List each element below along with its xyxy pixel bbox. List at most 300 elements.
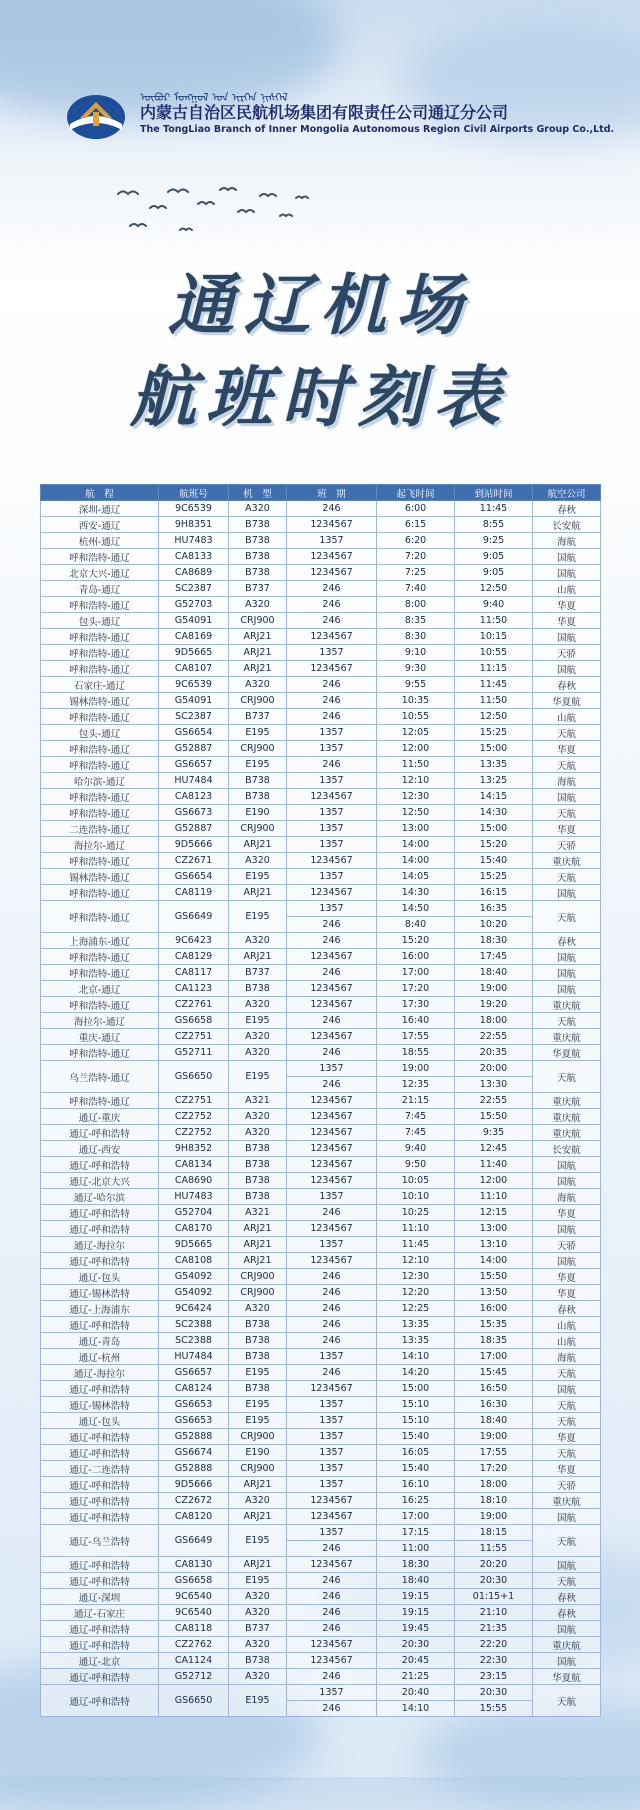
flight-number-cell: SC2388 bbox=[159, 1333, 229, 1349]
table-row bbox=[41, 1493, 601, 1509]
aircraft-cell: A320 bbox=[229, 1301, 287, 1317]
table-row bbox=[41, 1621, 601, 1637]
route-cell: 通辽-呼和浩特 bbox=[41, 1685, 159, 1717]
arrival-cell: 12:00 bbox=[455, 1173, 533, 1189]
flight-number-cell: 9D5665 bbox=[159, 1237, 229, 1253]
arrival-cell: 17:20 bbox=[455, 1461, 533, 1477]
arrival-cell: 15:50 bbox=[455, 1109, 533, 1125]
days-cell: 1357 bbox=[287, 1413, 377, 1429]
flight-number-cell: G54091 bbox=[159, 613, 229, 629]
aircraft-cell: B738 bbox=[229, 517, 287, 533]
departure-cell: 8:30 bbox=[377, 629, 455, 645]
departure-cell: 11:45 bbox=[377, 1237, 455, 1253]
arrival-cell: 17:55 bbox=[455, 1445, 533, 1461]
arrival-cell: 13:30 bbox=[455, 1077, 533, 1093]
airline-cell: 华夏航 bbox=[533, 693, 601, 709]
airline-cell: 华夏 bbox=[533, 821, 601, 837]
aircraft-cell: A320 bbox=[229, 1637, 287, 1653]
column-header-flight-number: 航班号 bbox=[159, 485, 229, 501]
days-cell: 1357 bbox=[287, 533, 377, 549]
aircraft-cell: E195 bbox=[229, 1061, 287, 1093]
airline-cell: 重庆航 bbox=[533, 1029, 601, 1045]
departure-cell: 15:40 bbox=[377, 1429, 455, 1445]
arrival-cell: 17:00 bbox=[455, 1349, 533, 1365]
route-cell: 通辽-二连浩特 bbox=[41, 1461, 159, 1477]
aircraft-cell: A320 bbox=[229, 597, 287, 613]
days-cell: 1357 bbox=[287, 1477, 377, 1493]
arrival-cell: 11:45 bbox=[455, 501, 533, 517]
airline-cell: 国航 bbox=[533, 981, 601, 997]
airline-cell: 国航 bbox=[533, 1173, 601, 1189]
flight-number-cell: HU7483 bbox=[159, 1189, 229, 1205]
arrival-cell: 22:20 bbox=[455, 1637, 533, 1653]
table-row bbox=[41, 613, 601, 629]
flying-birds-icon bbox=[110, 186, 330, 246]
departure-cell: 19:15 bbox=[377, 1605, 455, 1621]
arrival-cell: 9:40 bbox=[455, 597, 533, 613]
route-cell: 通辽-海拉尔 bbox=[41, 1365, 159, 1381]
table-row bbox=[41, 1589, 601, 1605]
airline-cell: 天骄 bbox=[533, 1237, 601, 1253]
departure-cell: 12:30 bbox=[377, 789, 455, 805]
flight-number-cell: HU7483 bbox=[159, 533, 229, 549]
days-cell: 1357 bbox=[287, 821, 377, 837]
arrival-cell: 11:55 bbox=[455, 1541, 533, 1557]
aircraft-cell: B738 bbox=[229, 1173, 287, 1189]
airline-cell: 春秋 bbox=[533, 1589, 601, 1605]
aircraft-cell: B737 bbox=[229, 965, 287, 981]
table-row bbox=[41, 821, 601, 837]
table-row bbox=[41, 677, 601, 693]
route-cell: 包头-通辽 bbox=[41, 725, 159, 741]
flight-number-cell: G54091 bbox=[159, 693, 229, 709]
organization-name-chinese: 内蒙古自治区民航机场集团有限责任公司通辽分公司 bbox=[140, 103, 509, 122]
departure-cell: 15:20 bbox=[377, 933, 455, 949]
days-cell: 246 bbox=[287, 1205, 377, 1221]
table-row bbox=[41, 1205, 601, 1221]
airline-cell: 重庆航 bbox=[533, 1125, 601, 1141]
arrival-cell: 15:40 bbox=[455, 853, 533, 869]
flight-rows bbox=[41, 501, 601, 1717]
days-cell: 1357 bbox=[287, 1189, 377, 1205]
route-cell: 通辽-呼和浩特 bbox=[41, 1317, 159, 1333]
airline-cell: 海航 bbox=[533, 1189, 601, 1205]
table-row bbox=[41, 1045, 601, 1061]
arrival-cell: 9:05 bbox=[455, 549, 533, 565]
aircraft-cell: ARJ21 bbox=[229, 1221, 287, 1237]
airline-cell: 华夏 bbox=[533, 1269, 601, 1285]
table-row bbox=[41, 1397, 601, 1413]
days-cell: 246 bbox=[287, 693, 377, 709]
table-row bbox=[41, 837, 601, 853]
aircraft-cell: E195 bbox=[229, 1685, 287, 1717]
flight-number-cell: 9C6424 bbox=[159, 1301, 229, 1317]
arrival-cell: 21:35 bbox=[455, 1621, 533, 1637]
aircraft-cell: B738 bbox=[229, 1317, 287, 1333]
flight-number-cell: CZ2672 bbox=[159, 1493, 229, 1509]
airline-cell: 国航 bbox=[533, 1509, 601, 1525]
flight-number-cell: CA8118 bbox=[159, 1621, 229, 1637]
route-cell: 通辽-呼和浩特 bbox=[41, 1669, 159, 1685]
table-row bbox=[41, 901, 601, 917]
arrival-cell: 18:15 bbox=[455, 1525, 533, 1541]
flight-number-cell: G54092 bbox=[159, 1285, 229, 1301]
route-cell: 哈尔滨-通辽 bbox=[41, 773, 159, 789]
departure-cell: 17:55 bbox=[377, 1029, 455, 1045]
flight-number-cell: CA8107 bbox=[159, 661, 229, 677]
days-cell: 246 bbox=[287, 501, 377, 517]
table-row bbox=[41, 1013, 601, 1029]
table-row bbox=[41, 1269, 601, 1285]
departure-cell: 12:30 bbox=[377, 1269, 455, 1285]
arrival-cell: 10:20 bbox=[455, 917, 533, 933]
column-header-days: 班 期 bbox=[287, 485, 377, 501]
departure-cell: 12:00 bbox=[377, 741, 455, 757]
days-cell: 246 bbox=[287, 613, 377, 629]
days-cell: 246 bbox=[287, 917, 377, 933]
route-cell: 包头-通辽 bbox=[41, 613, 159, 629]
route-cell: 通辽-呼和浩特 bbox=[41, 1253, 159, 1269]
route-cell: 呼和浩特-通辽 bbox=[41, 997, 159, 1013]
table-row bbox=[41, 1029, 601, 1045]
arrival-cell: 18:30 bbox=[455, 933, 533, 949]
table-row bbox=[41, 1349, 601, 1365]
column-header-route: 航 程 bbox=[41, 485, 159, 501]
route-cell: 通辽-呼和浩特 bbox=[41, 1429, 159, 1445]
airline-cell: 长安航 bbox=[533, 1141, 601, 1157]
aircraft-cell: B737 bbox=[229, 581, 287, 597]
arrival-cell: 13:50 bbox=[455, 1285, 533, 1301]
aircraft-cell: E195 bbox=[229, 1413, 287, 1429]
flight-number-cell: GS6649 bbox=[159, 1525, 229, 1557]
table-row bbox=[41, 725, 601, 741]
table-row bbox=[41, 1605, 601, 1621]
airline-cell: 重庆航 bbox=[533, 1093, 601, 1109]
title-schedule: 航班时刻表 bbox=[130, 359, 510, 436]
table-row bbox=[41, 1285, 601, 1301]
days-cell: 1234567 bbox=[287, 1029, 377, 1045]
departure-cell: 10:25 bbox=[377, 1205, 455, 1221]
departure-cell: 17:30 bbox=[377, 997, 455, 1013]
arrival-cell: 16:30 bbox=[455, 1397, 533, 1413]
arrival-cell: 10:15 bbox=[455, 629, 533, 645]
table-row bbox=[41, 1189, 601, 1205]
aircraft-cell: E190 bbox=[229, 805, 287, 821]
airline-cell: 国航 bbox=[533, 661, 601, 677]
arrival-cell: 11:45 bbox=[455, 677, 533, 693]
table-row bbox=[41, 1685, 601, 1701]
flight-number-cell: GS6658 bbox=[159, 1013, 229, 1029]
airline-cell: 山航 bbox=[533, 1333, 601, 1349]
arrival-cell: 18:00 bbox=[455, 1013, 533, 1029]
flight-number-cell: CZ2751 bbox=[159, 1093, 229, 1109]
arrival-cell: 19:00 bbox=[455, 981, 533, 997]
flight-number-cell: GS6674 bbox=[159, 1445, 229, 1461]
departure-cell: 7:45 bbox=[377, 1125, 455, 1141]
days-cell: 1357 bbox=[287, 901, 377, 917]
flight-number-cell: GS6657 bbox=[159, 1365, 229, 1381]
flight-number-cell: CA8108 bbox=[159, 1253, 229, 1269]
table-row bbox=[41, 805, 601, 821]
departure-cell: 12:25 bbox=[377, 1301, 455, 1317]
arrival-cell: 22:30 bbox=[455, 1653, 533, 1669]
route-cell: 通辽-青岛 bbox=[41, 1333, 159, 1349]
days-cell: 246 bbox=[287, 1077, 377, 1093]
aircraft-cell: B738 bbox=[229, 565, 287, 581]
flight-number-cell: HU7484 bbox=[159, 1349, 229, 1365]
departure-cell: 12:20 bbox=[377, 1285, 455, 1301]
flight-number-cell: CZ2752 bbox=[159, 1125, 229, 1141]
airline-cell: 华夏航 bbox=[533, 1669, 601, 1685]
arrival-cell: 15:50 bbox=[455, 1269, 533, 1285]
airline-cell: 华夏 bbox=[533, 597, 601, 613]
flight-number-cell: CA8133 bbox=[159, 549, 229, 565]
days-cell: 246 bbox=[287, 757, 377, 773]
airline-cell: 春秋 bbox=[533, 677, 601, 693]
airline-cell: 华夏 bbox=[533, 1461, 601, 1477]
route-cell: 二连浩特-通辽 bbox=[41, 821, 159, 837]
airline-cell: 国航 bbox=[533, 629, 601, 645]
route-cell: 通辽-深圳 bbox=[41, 1589, 159, 1605]
aircraft-cell: A320 bbox=[229, 1045, 287, 1061]
departure-cell: 7:20 bbox=[377, 549, 455, 565]
days-cell: 246 bbox=[287, 1621, 377, 1637]
departure-cell: 13:35 bbox=[377, 1333, 455, 1349]
route-cell: 通辽-包头 bbox=[41, 1269, 159, 1285]
arrival-cell: 20:30 bbox=[455, 1685, 533, 1701]
aircraft-cell: ARJ21 bbox=[229, 949, 287, 965]
flight-number-cell: CA1123 bbox=[159, 981, 229, 997]
arrival-cell: 20:35 bbox=[455, 1045, 533, 1061]
airline-cell: 天航 bbox=[533, 1397, 601, 1413]
flight-number-cell: CA8119 bbox=[159, 885, 229, 901]
arrival-cell: 14:15 bbox=[455, 789, 533, 805]
flight-number-cell: CA8689 bbox=[159, 565, 229, 581]
days-cell: 1357 bbox=[287, 837, 377, 853]
route-cell: 通辽-重庆 bbox=[41, 1109, 159, 1125]
departure-cell: 14:10 bbox=[377, 1701, 455, 1717]
departure-cell: 12:10 bbox=[377, 773, 455, 789]
table-row bbox=[41, 853, 601, 869]
aircraft-cell: CRJ900 bbox=[229, 693, 287, 709]
flight-number-cell: G52888 bbox=[159, 1461, 229, 1477]
table-row bbox=[41, 1253, 601, 1269]
days-cell: 246 bbox=[287, 1605, 377, 1621]
departure-cell: 14:30 bbox=[377, 885, 455, 901]
arrival-cell: 21:10 bbox=[455, 1605, 533, 1621]
table-row bbox=[41, 629, 601, 645]
table-row bbox=[41, 1653, 601, 1669]
route-cell: 呼和浩特-通辽 bbox=[41, 709, 159, 725]
route-cell: 呼和浩特-通辽 bbox=[41, 549, 159, 565]
arrival-cell: 14:00 bbox=[455, 1253, 533, 1269]
aircraft-cell: B738 bbox=[229, 1333, 287, 1349]
table-row bbox=[41, 693, 601, 709]
arrival-cell: 18:40 bbox=[455, 965, 533, 981]
days-cell: 1357 bbox=[287, 1397, 377, 1413]
aircraft-cell: A321 bbox=[229, 1205, 287, 1221]
flight-number-cell: GS6649 bbox=[159, 901, 229, 933]
route-cell: 杭州-通辽 bbox=[41, 533, 159, 549]
table-row bbox=[41, 1381, 601, 1397]
days-cell: 1234567 bbox=[287, 949, 377, 965]
departure-cell: 10:55 bbox=[377, 709, 455, 725]
days-cell: 246 bbox=[287, 1573, 377, 1589]
arrival-cell: 18:00 bbox=[455, 1477, 533, 1493]
route-cell: 通辽-杭州 bbox=[41, 1349, 159, 1365]
departure-cell: 13:00 bbox=[377, 821, 455, 837]
departure-cell: 9:55 bbox=[377, 677, 455, 693]
route-cell: 通辽-海拉尔 bbox=[41, 1237, 159, 1253]
arrival-cell: 8:55 bbox=[455, 517, 533, 533]
route-cell: 通辽-呼和浩特 bbox=[41, 1157, 159, 1173]
flight-number-cell: G52704 bbox=[159, 1205, 229, 1221]
departure-cell: 20:40 bbox=[377, 1685, 455, 1701]
departure-cell: 6:00 bbox=[377, 501, 455, 517]
flight-number-cell: G52887 bbox=[159, 821, 229, 837]
table-row bbox=[41, 1333, 601, 1349]
days-cell: 246 bbox=[287, 1301, 377, 1317]
airline-cell: 长安航 bbox=[533, 517, 601, 533]
flight-number-cell: G54092 bbox=[159, 1269, 229, 1285]
departure-cell: 7:25 bbox=[377, 565, 455, 581]
route-cell: 通辽-哈尔滨 bbox=[41, 1189, 159, 1205]
route-cell: 通辽-北京大兴 bbox=[41, 1173, 159, 1189]
departure-cell: 13:35 bbox=[377, 1317, 455, 1333]
airline-cell: 华夏 bbox=[533, 1205, 601, 1221]
flight-number-cell: SC2388 bbox=[159, 1317, 229, 1333]
route-cell: 通辽-北京 bbox=[41, 1653, 159, 1669]
departure-cell: 15:10 bbox=[377, 1397, 455, 1413]
airline-cell: 海航 bbox=[533, 773, 601, 789]
airline-cell: 国航 bbox=[533, 789, 601, 805]
days-cell: 246 bbox=[287, 965, 377, 981]
departure-cell: 11:50 bbox=[377, 757, 455, 773]
airline-cell: 春秋 bbox=[533, 1605, 601, 1621]
departure-cell: 20:30 bbox=[377, 1637, 455, 1653]
airline-cell: 重庆航 bbox=[533, 1493, 601, 1509]
departure-cell: 10:35 bbox=[377, 693, 455, 709]
days-cell: 1357 bbox=[287, 1429, 377, 1445]
departure-cell: 14:10 bbox=[377, 1349, 455, 1365]
days-cell: 1357 bbox=[287, 645, 377, 661]
table-row bbox=[41, 1061, 601, 1077]
departure-cell: 20:45 bbox=[377, 1653, 455, 1669]
aircraft-cell: B738 bbox=[229, 533, 287, 549]
table-row bbox=[41, 501, 601, 517]
aircraft-cell: A321 bbox=[229, 1093, 287, 1109]
arrival-cell: 11:10 bbox=[455, 1189, 533, 1205]
table-row bbox=[41, 997, 601, 1013]
arrival-cell: 20:00 bbox=[455, 1061, 533, 1077]
aircraft-cell: ARJ21 bbox=[229, 1477, 287, 1493]
table-row bbox=[41, 1365, 601, 1381]
route-cell: 呼和浩特-通辽 bbox=[41, 597, 159, 613]
route-cell: 通辽-呼和浩特 bbox=[41, 1493, 159, 1509]
airline-cell: 天骄 bbox=[533, 1477, 601, 1493]
route-cell: 通辽-锡林浩特 bbox=[41, 1397, 159, 1413]
days-cell: 246 bbox=[287, 1365, 377, 1381]
departure-cell: 9:10 bbox=[377, 645, 455, 661]
arrival-cell: 20:20 bbox=[455, 1557, 533, 1573]
aircraft-cell: A320 bbox=[229, 933, 287, 949]
days-cell: 1357 bbox=[287, 741, 377, 757]
departure-cell: 21:25 bbox=[377, 1669, 455, 1685]
departure-cell: 6:20 bbox=[377, 533, 455, 549]
aircraft-cell: ARJ21 bbox=[229, 645, 287, 661]
aircraft-cell: B738 bbox=[229, 1189, 287, 1205]
arrival-cell: 11:50 bbox=[455, 613, 533, 629]
airline-cell: 天航 bbox=[533, 1013, 601, 1029]
aircraft-cell: E195 bbox=[229, 901, 287, 933]
days-cell: 1357 bbox=[287, 1685, 377, 1701]
departure-cell: 14:00 bbox=[377, 837, 455, 853]
table-row bbox=[41, 949, 601, 965]
route-cell: 海拉尔-通辽 bbox=[41, 837, 159, 853]
table-row bbox=[41, 645, 601, 661]
route-cell: 通辽-呼和浩特 bbox=[41, 1445, 159, 1461]
arrival-cell: 18:35 bbox=[455, 1333, 533, 1349]
route-cell: 海拉尔-通辽 bbox=[41, 1013, 159, 1029]
days-cell: 1357 bbox=[287, 725, 377, 741]
aircraft-cell: CRJ900 bbox=[229, 613, 287, 629]
aircraft-cell: CRJ900 bbox=[229, 741, 287, 757]
arrival-cell: 16:00 bbox=[455, 1301, 533, 1317]
departure-cell: 16:25 bbox=[377, 1493, 455, 1509]
airline-cell: 华夏 bbox=[533, 741, 601, 757]
flight-number-cell: 9D5665 bbox=[159, 645, 229, 661]
arrival-cell: 13:00 bbox=[455, 1221, 533, 1237]
departure-cell: 16:00 bbox=[377, 949, 455, 965]
arrival-cell: 12:45 bbox=[455, 1141, 533, 1157]
route-cell: 呼和浩特-通辽 bbox=[41, 1045, 159, 1061]
days-cell: 1234567 bbox=[287, 1141, 377, 1157]
departure-cell: 16:10 bbox=[377, 1477, 455, 1493]
flight-number-cell: GS6650 bbox=[159, 1685, 229, 1717]
airline-cell: 国航 bbox=[533, 1157, 601, 1173]
route-cell: 锡林浩特-通辽 bbox=[41, 693, 159, 709]
flight-number-cell: G52703 bbox=[159, 597, 229, 613]
flight-number-cell: GS6653 bbox=[159, 1397, 229, 1413]
table-row bbox=[41, 1317, 601, 1333]
airline-cell: 华夏 bbox=[533, 1429, 601, 1445]
departure-cell: 8:35 bbox=[377, 613, 455, 629]
aircraft-cell: E195 bbox=[229, 725, 287, 741]
aircraft-cell: E195 bbox=[229, 1365, 287, 1381]
table-row bbox=[41, 965, 601, 981]
table-row bbox=[41, 1157, 601, 1173]
departure-cell: 16:40 bbox=[377, 1013, 455, 1029]
aircraft-cell: B738 bbox=[229, 1157, 287, 1173]
departure-cell: 10:05 bbox=[377, 1173, 455, 1189]
route-cell: 通辽-呼和浩特 bbox=[41, 1637, 159, 1653]
days-cell: 1234567 bbox=[287, 1653, 377, 1669]
airline-cell: 海航 bbox=[533, 533, 601, 549]
organization-name-english: The TongLiao Branch of Inner Mongolia Autonomous Region Civil Airports Group Co.,Ltd. bbox=[140, 124, 615, 135]
departure-cell: 15:00 bbox=[377, 1381, 455, 1397]
airline-cell: 春秋 bbox=[533, 933, 601, 949]
aircraft-cell: B738 bbox=[229, 981, 287, 997]
aircraft-cell: B738 bbox=[229, 789, 287, 805]
column-header-departure: 起飞时间 bbox=[377, 485, 455, 501]
days-cell: 1234567 bbox=[287, 1557, 377, 1573]
flight-number-cell: 9H8351 bbox=[159, 517, 229, 533]
flight-number-cell: GS6658 bbox=[159, 1573, 229, 1589]
aircraft-cell: A320 bbox=[229, 997, 287, 1013]
table-row bbox=[41, 1669, 601, 1685]
flight-number-cell: 9H8352 bbox=[159, 1141, 229, 1157]
airline-cell: 国航 bbox=[533, 1381, 601, 1397]
